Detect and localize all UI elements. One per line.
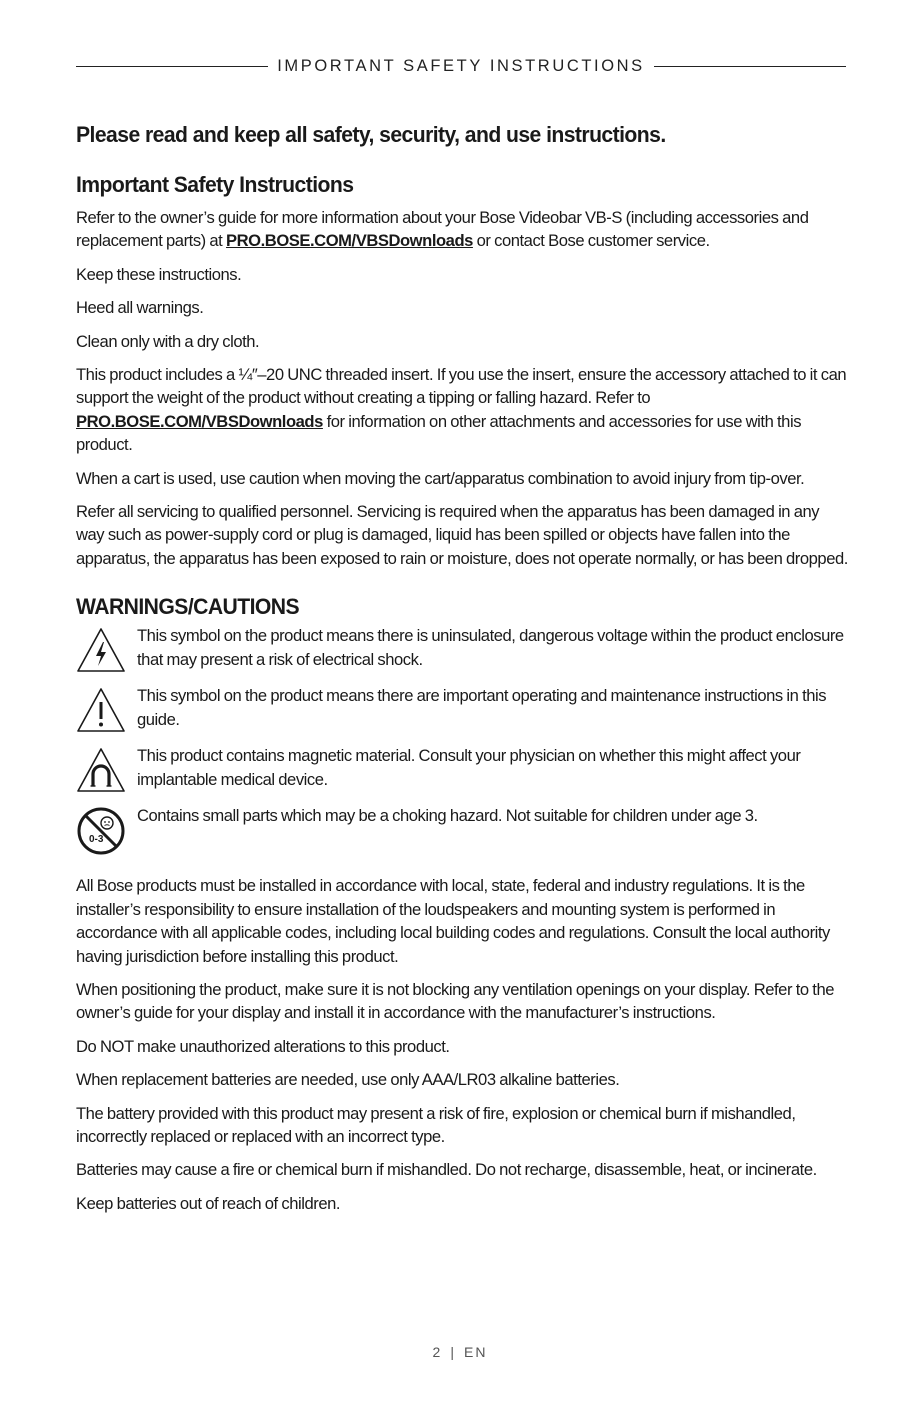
exclamation-warning-icon: [76, 686, 126, 736]
language-code: EN: [463, 1344, 488, 1360]
main-content: [76, 122, 848, 1225]
alterations-paragraph: Do NOT make unauthorized alterations to this product.: [76, 1036, 450, 1056]
warning-item: [76, 804, 848, 856]
cart-warning: When a cart is used, use caution when moving the cart/apparatus combination to avoid injury from tip-over.: [76, 468, 805, 488]
installation-paragraph: All Bose products must be installed in accordance with local, state, federal and industry regulations. It is the installer’s responsibility to ensure installation of the loudspeakers and mounting system is performed in accordance with all applicable codes, including local building codes and regulations. Consult the local authority having jurisdiction before installing this product.: [76, 876, 830, 966]
important-heading: Important Safety Instructions: [76, 172, 354, 197]
downloads-link[interactable]: PRO.BOSE.COM/VBSDownloads: [226, 231, 473, 251]
battery-risk-paragraph: The battery provided with this product may present a risk of fire, explosion or chemical burn if mishandled, incorrectly replaced or replaced with an incorrect type.: [76, 1103, 796, 1146]
warnings-heading: WARNINGS/CAUTIONS: [76, 594, 300, 620]
owners-guide-text-end: or contact Bose customer service.: [472, 231, 710, 251]
clean-instructions: Clean only with a dry cloth.: [76, 331, 260, 351]
battery-children-paragraph: Keep batteries out of reach of children.: [76, 1193, 341, 1213]
header-title: IMPORTANT SAFETY INSTRUCTIONS: [277, 56, 645, 75]
warning-text: This symbol on the product means there are important operating and maintenance instructions in this guide.: [137, 686, 827, 729]
insert-text: This product includes a ¼″–20 UNC threaded insert. If you use the insert, ensure the accessory attached to it can support the weight of the product without creating a tipping or falling hazard. Refer to: [76, 365, 847, 408]
insert-text-end: for information on other attachments and accessories for use with this product.: [76, 411, 802, 455]
page-header: [76, 55, 846, 77]
choking-hazard-icon: [76, 806, 126, 856]
heed-warnings: Heed all warnings.: [76, 298, 204, 318]
warning-text: This product contains magnetic material. Consult your physician on whether this might affect your implantable medical device.: [137, 746, 801, 789]
threaded-insert-paragraph: [76, 363, 848, 457]
owners-guide-paragraph: [76, 206, 848, 253]
warning-item: [76, 684, 848, 736]
warning-list: [76, 624, 848, 856]
replacement-batteries-paragraph: When replacement batteries are needed, use only AAA/LR03 alkaline batteries.: [76, 1070, 620, 1090]
choking-icon-label: 0-3: [89, 834, 104, 846]
lead-heading: Please read and keep all safety, security, and use instructions.: [76, 122, 666, 147]
warning-text: Contains small parts which may be a choking hazard. Not suitable for children under age 3.: [137, 806, 758, 826]
ventilation-paragraph: When positioning the product, make sure it is not blocking any ventilation openings on your display. Refer to the owner’s guide for your display and install it in accordance with the manufacturer’s instructions.: [76, 979, 835, 1023]
accessories-link[interactable]: PRO.BOSE.COM/VBSDownloads: [76, 411, 323, 431]
page-number: 2: [432, 1344, 443, 1360]
warning-item: [76, 624, 848, 676]
electric-shock-warning-icon: [76, 626, 126, 676]
owners-guide-text: Refer to the owner’s guide for more information about your Bose Videobar VB-S (including accessories and replacement parts) at: [76, 208, 809, 251]
keep-instructions: Keep these instructions.: [76, 264, 242, 284]
warning-text: This symbol on the product means there is uninsulated, dangerous voltage within the product enclosure that may present a risk of electrical shock.: [137, 626, 844, 669]
servicing-paragraph: Refer all servicing to qualified personnel. Servicing is required when the apparatus has been damaged in any way such as power-supply cord or plug is damaged, liquid has been spilled or objects have fallen into the apparatus, the apparatus has been exposed to rain or moisture, does not operate normally, or has been dropped.: [76, 502, 848, 568]
warning-item: [76, 744, 848, 796]
footer-separator: |: [450, 1344, 456, 1360]
header-rule-left: [76, 66, 268, 67]
header-rule-right: [654, 66, 846, 67]
magnet-warning-icon: [76, 746, 126, 796]
battery-fire-paragraph: Batteries may cause a fire or chemical burn if mishandled. Do not recharge, disassemble, heat, or incinerate.: [76, 1160, 817, 1180]
page-footer: [0, 1344, 920, 1360]
